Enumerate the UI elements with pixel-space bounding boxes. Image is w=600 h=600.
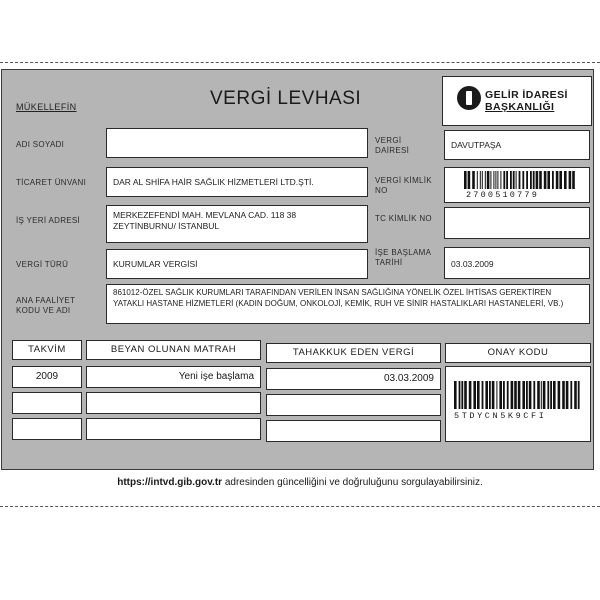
authority-name-line2: BAŞKANLIĞI — [485, 101, 555, 113]
row3-tahakkuk — [266, 420, 441, 442]
barcode-bar — [541, 381, 542, 409]
verification-footer — [0, 477, 600, 488]
ise-baslama-field: 03.03.2009 — [444, 247, 590, 279]
barcode-bar — [522, 381, 525, 409]
barcode-bar — [514, 381, 517, 409]
barcode-bar — [570, 381, 572, 409]
vergi-dairesi-label-line1: VERGİ — [375, 136, 402, 145]
barcode-bar — [507, 381, 509, 409]
barcode-bar — [566, 381, 569, 409]
section-label: MÜKELLEFİN — [16, 102, 77, 112]
ana-faaliyet-label-line1: ANA FAALİYET — [16, 296, 76, 305]
barcode-bar — [537, 381, 540, 409]
row1-takvim: 2009 — [12, 366, 82, 388]
barcode-bar — [473, 381, 476, 409]
barcode-bar — [477, 381, 480, 409]
is-yeri-adresi-field — [106, 205, 368, 243]
ana-faaliyet-field: 861012-ÖZEL SAĞLIK KURUMLARI TARAFINDAN VERİLEN İNSAN SAĞLIĞINA YÖNELİK ÖZEL İHTİSAS GEREKTİREN YATAKLI HASTANE HİZMETLERİ (KADIN DOĞUM, ONKOLOJİ, KEMİK, RUH VE SİNİR HASTALIKLARI HASTANELERİ, VB.) — [106, 284, 590, 324]
barcode-bar — [526, 381, 528, 409]
adi-soyadi-field — [106, 128, 368, 158]
barcode-bar — [464, 171, 467, 189]
barcode-bar — [562, 381, 565, 409]
vergi-turu-field: KURUMLAR VERGİSİ — [106, 249, 368, 279]
barcode-bar — [529, 381, 532, 409]
header-tahakkuk-eden-vergi: TAHAKKUK EDEN VERGİ — [266, 343, 441, 363]
header-takvim: TAKVİM — [12, 340, 82, 360]
barcode-bar — [526, 171, 528, 189]
barcode-bar — [558, 381, 561, 409]
onay-kodu-text: 5TDYCN5K9CFI — [454, 411, 547, 421]
barcode-bar — [497, 171, 498, 189]
row2-tahakkuk — [266, 394, 441, 416]
barcode-bar — [522, 171, 524, 189]
ana-faaliyet-label-line2: KODU VE ADI — [16, 306, 71, 315]
barcode-bar — [564, 171, 567, 189]
barcode-bar — [556, 171, 559, 189]
tc-kimlik-field — [444, 207, 590, 239]
barcode-bar — [503, 171, 505, 189]
row1-matrah: Yeni işe başlama — [86, 366, 261, 388]
row3-matrah — [86, 418, 261, 440]
barcode-bar — [539, 171, 542, 189]
ise-baslama-label-line2: TARİHİ — [375, 258, 403, 267]
barcode-bar — [454, 381, 457, 409]
barcode-bar — [547, 171, 550, 189]
ise-baslama-label-line1: İŞE BAŞLAMA — [375, 248, 432, 257]
barcode-bar — [552, 171, 554, 189]
barcode-bar — [459, 381, 461, 409]
vergi-kimlik-barcode — [464, 171, 576, 189]
onay-kodu-barcode — [454, 381, 582, 409]
barcode-bar — [533, 381, 535, 409]
adi-soyadi-label: ADI SOYADI — [16, 140, 65, 149]
barcode-bar — [499, 381, 502, 409]
barcode-bar — [500, 171, 501, 189]
barcode-bar — [511, 381, 514, 409]
header-onay-kodu: ONAY KODU — [445, 343, 591, 363]
barcode-bar — [572, 171, 575, 189]
barcode-bar — [492, 381, 495, 409]
barcode-bar — [578, 381, 580, 409]
barcode-bar — [480, 171, 481, 189]
verification-url[interactable]: https://intvd.gib.gov.tr — [117, 477, 223, 488]
barcode-bar — [489, 381, 491, 409]
barcode-bar — [536, 171, 539, 189]
authority-logo — [442, 76, 592, 126]
is-yeri-adresi-label: İŞ YERİ ADRESİ — [16, 216, 81, 225]
barcode-bar — [495, 171, 496, 189]
barcode-bar — [464, 381, 467, 409]
barcode-bar — [493, 171, 494, 189]
barcode-bar — [553, 381, 556, 409]
vergi-kimlik-label-line2: NO — [375, 186, 388, 195]
barcode-bar — [469, 381, 472, 409]
header-beyan-olunan-matrah: BEYAN OLUNAN MATRAH — [86, 340, 261, 360]
vergi-dairesi-label-line2: DAİRESİ — [375, 146, 410, 155]
barcode-bar — [574, 381, 577, 409]
barcode-bar — [513, 171, 515, 189]
is-yeri-adresi-line2: ZEYTİNBURNU/ İSTANBUL — [113, 221, 220, 231]
vergi-kimlik-label-line1: VERGİ KİMLİK — [375, 176, 432, 185]
barcode-bar — [516, 171, 517, 189]
vergi-dairesi-field: DAVUTPAŞA — [444, 130, 590, 160]
row1-tahakkuk: 03.03.2009 — [266, 368, 441, 390]
row2-takvim — [12, 392, 82, 414]
authority-name-line1: GELİR İDARESİ — [485, 89, 568, 101]
barcode-bar — [485, 381, 488, 409]
barcode-bar — [487, 171, 490, 189]
barcode-bar — [468, 171, 471, 189]
vergi-turu-label: VERGİ TÜRÜ — [16, 260, 69, 269]
vergi-kimlik-number: 2700510779 — [466, 190, 540, 200]
barcode-bar — [544, 171, 547, 189]
barcode-bar — [496, 381, 497, 409]
gib-logo-icon — [457, 86, 481, 110]
barcode-bar — [530, 171, 532, 189]
barcode-bar — [510, 171, 512, 189]
document-title: VERGİ LEVHASI — [210, 88, 362, 109]
barcode-bar — [477, 171, 478, 189]
barcode-bar — [569, 171, 572, 189]
row3-takvim — [12, 418, 82, 440]
vergi-kimlik-field — [444, 167, 590, 203]
barcode-bar — [485, 171, 486, 189]
verification-text: adresinden güncelliğini ve doğruluğunu sorgulayabilirsiniz. — [222, 477, 483, 488]
barcode-bar — [506, 171, 508, 189]
tc-kimlik-label: TC KİMLİK NO — [375, 214, 432, 223]
barcode-bar — [559, 171, 562, 189]
barcode-bar — [503, 381, 505, 409]
barcode-bar — [550, 381, 552, 409]
barcode-bar — [519, 171, 521, 189]
is-yeri-adresi-line1: MERKEZEFENDİ MAH. MEVLANA CAD. 118 38 — [113, 210, 297, 220]
barcode-bar — [547, 381, 549, 409]
onay-kodu-cell — [445, 366, 591, 442]
ticaret-unvani-label: TİCARET ÜNVANI — [16, 178, 87, 187]
barcode-bar — [490, 171, 491, 189]
barcode-bar — [472, 171, 475, 189]
row2-matrah — [86, 392, 261, 414]
barcode-bar — [518, 381, 521, 409]
barcode-bar — [461, 381, 463, 409]
barcode-bar — [543, 381, 546, 409]
ticaret-unvani-field: DAR AL SHİFA HAİR SAĞLIK HİZMETLERİ LTD.ŞTİ. — [106, 167, 368, 197]
barcode-bar — [482, 381, 484, 409]
barcode-bar — [533, 171, 535, 189]
barcode-bar — [482, 171, 483, 189]
